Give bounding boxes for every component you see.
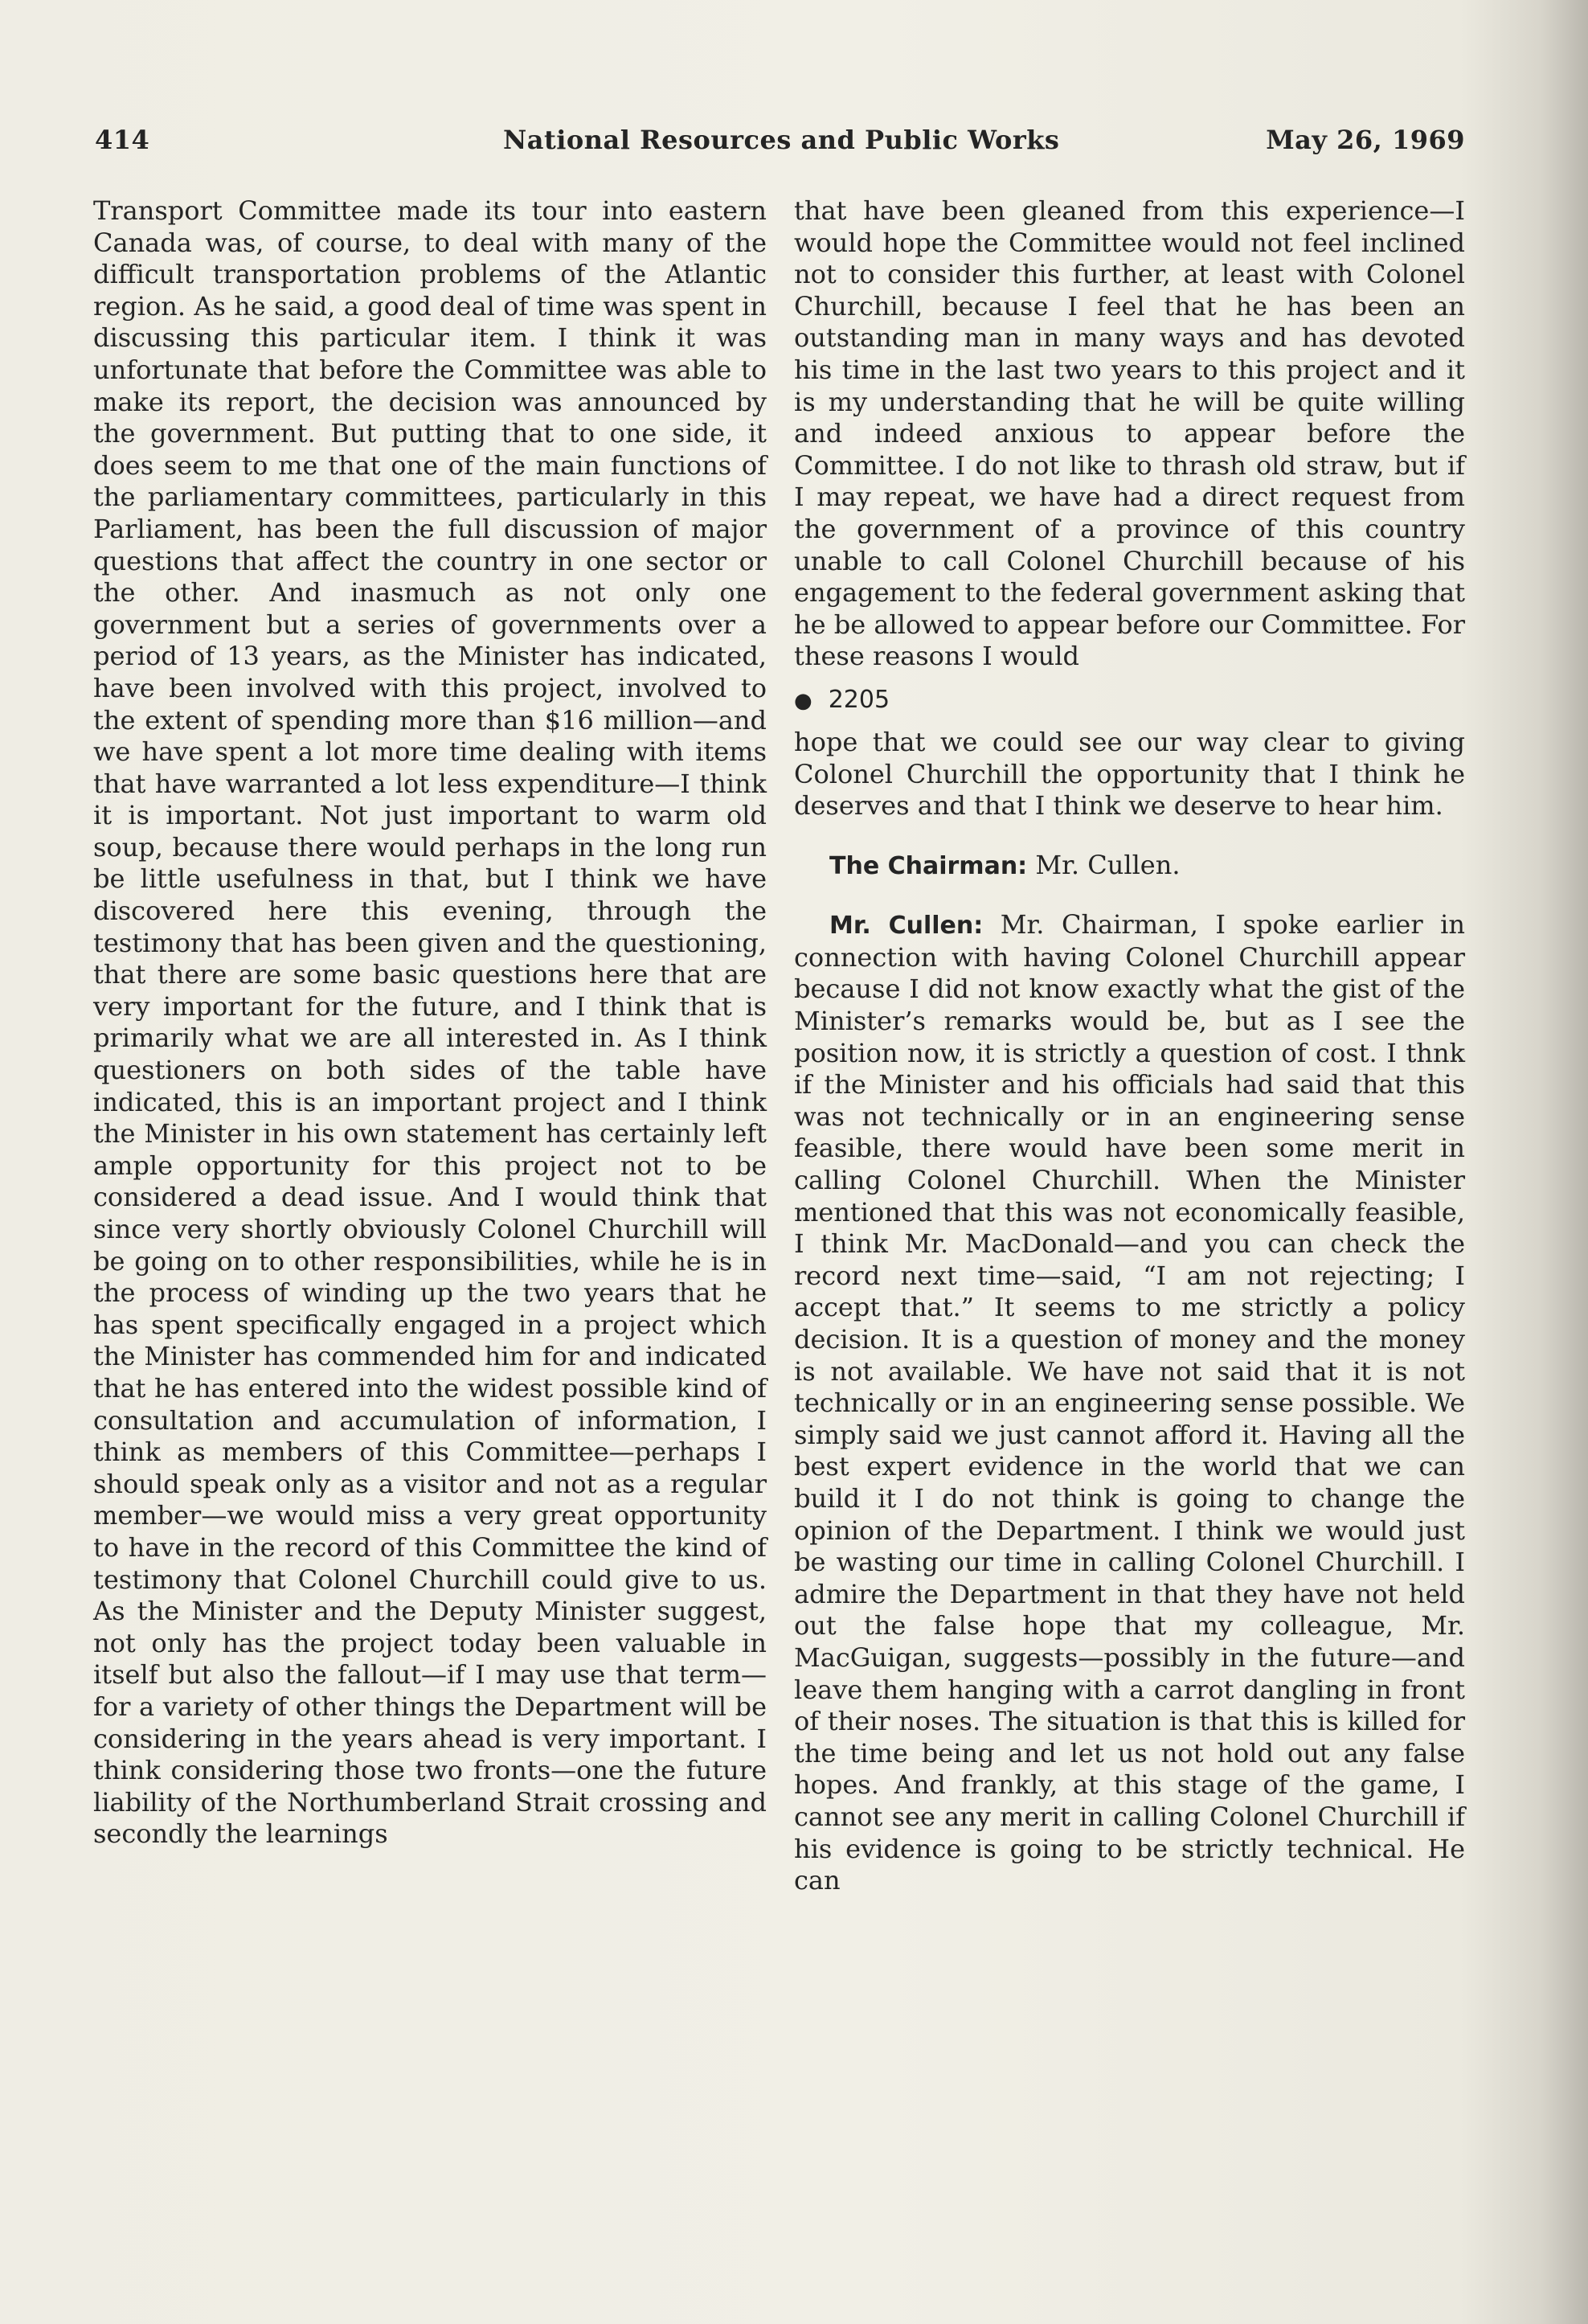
bullet-icon: ● (794, 688, 812, 713)
speaker-name: Mr. Cullen: (829, 912, 984, 941)
time-marker (794, 684, 1465, 717)
speech-text: Mr. Cullen. (1035, 849, 1181, 880)
publication-title: National Resources and Public Works (503, 125, 1060, 155)
cullen-remark (794, 909, 1465, 1896)
running-header (95, 125, 1465, 165)
speaker-name: The Chairman: (829, 851, 1028, 880)
right-column-paragraph-1: that have been gleaned from this experience—I would hope the Committee would not feel inclined not to consider this further, at least with Colonel Churchill, because I feel that he has been an outstanding man in many ways and has devoted his time in the last two years to this project and it is my understanding that he will be quite willing and indeed anxious to appear before the Committee. I do not like to thrash old straw, but if I may repeat, we have had a direct request from the government of a province of this country unable to call Colonel Churchill because of his engagement to the federal government asking that he be allowed to appear before our Committee. For these reasons I would (794, 195, 1465, 672)
left-column (93, 195, 767, 1851)
right-column (794, 195, 1465, 1897)
time-marker-value: 2205 (828, 685, 890, 714)
right-column-paragraph-2: hope that we could see our way clear to giving Colonel Churchill the opportunity that I think he deserves and that I think we deserve to hear him. (794, 726, 1465, 822)
page-number: 414 (95, 125, 150, 155)
chairman-remark (794, 850, 1465, 883)
header-date: May 26, 1969 (1266, 125, 1465, 155)
left-column-paragraph: Transport Committee made its tour into eastern Canada was, of course, to deal with many of the difficult transportation problems of the Atlantic region. As he said, a good deal of time was spent in discussing this particular item. I think it was unfortunate that before the Committee was able to make its report, the decision was announced by the government. But putting that to one side, it does seem to me that one of the main functions of the parliamentary committees, particularly in this Parliament, has been the full discussion of major questions that affect the country in one sector or the other. And inasmuch as not only one government but a series of governments over a period of 13 years, as the Minister has indicated, have been involved with this project, involved to the extent of spending more than $16 million—and we have spent a lot more time dealing with items that have warranted a lot less expenditure—I think it is important. Not just important to warm old soup, because there would perhaps in the long run be little usefulness in that, but I think we have discovered here this evening, through the testimony that has been given and the questioning, that there are some basic questions here that are very important for the future, and I think that is primarily what we are all interested in. As I think questioners on both sides of the table have indicated, this is an important project and I think the Minister in his own statement has certainly left ample opportunity for this project not to be considered a dead issue. And I would think that since very shortly obviously Colonel Churchill will be going on to other responsibilities, while he is in the process of winding up the two years that he has spent specifically engaged in a project which the Minister has commended him for and indicated that he has entered into the widest possible kind of consultation and accumulation of information, I think as members of this Committee—perhaps I should speak only as a visitor and not as a regular member—we would miss a very great opportunity to have in the record of this Committee the kind of testimony that Colonel Churchill could give to us. As the Minister and the Deputy Minister suggest, not only has the project today been valuable in itself but also the fallout—if I may use that term—for a variety of other things the Department will be considering in the years ahead is very important. I think considering those two fronts—one the future liability of the Northumberland Strait crossing and secondly the learnings (93, 195, 767, 1850)
speech-text: Mr. Chairman, I spoke earlier in connection with having Colonel Churchill appear because I did not know exactly what the gist of the Minister’s remarks would be, but as I see the position now, it is strictly a question of cost. I thnk if the Minister and his officials had said that this was not technically or in an engineering sense feasible, there would have been some merit in calling Colonel Churchill. When the Minister mentioned that this was not economically feasible, I think Mr. MacDonald—and you can check the record next time—said, “I am not rejecting; I accept that.” It seems to me strictly a policy decision. It is a question of money and the money is not available. We have not said that it is not technically or in an engineering sense possible. We simply said we just cannot afford it. Having all the best expert evidence in the world that we can build it I do not think is going to change the opinion of the Department. I think we would just be wasting our time in calling Colonel Churchill. I admire the Department in that they have not held out the false hope that my colleague, Mr. MacGuigan, suggests—possibly in the future—and leave them hanging with a carrot dangling in front of their noses. The situation is that this is killed for the time being and let us not hold out any false hopes. And frankly, at this stage of the game, I cannot see any merit in calling Colonel Churchill if his evidence is going to be strictly technical. He can (794, 909, 1466, 1896)
